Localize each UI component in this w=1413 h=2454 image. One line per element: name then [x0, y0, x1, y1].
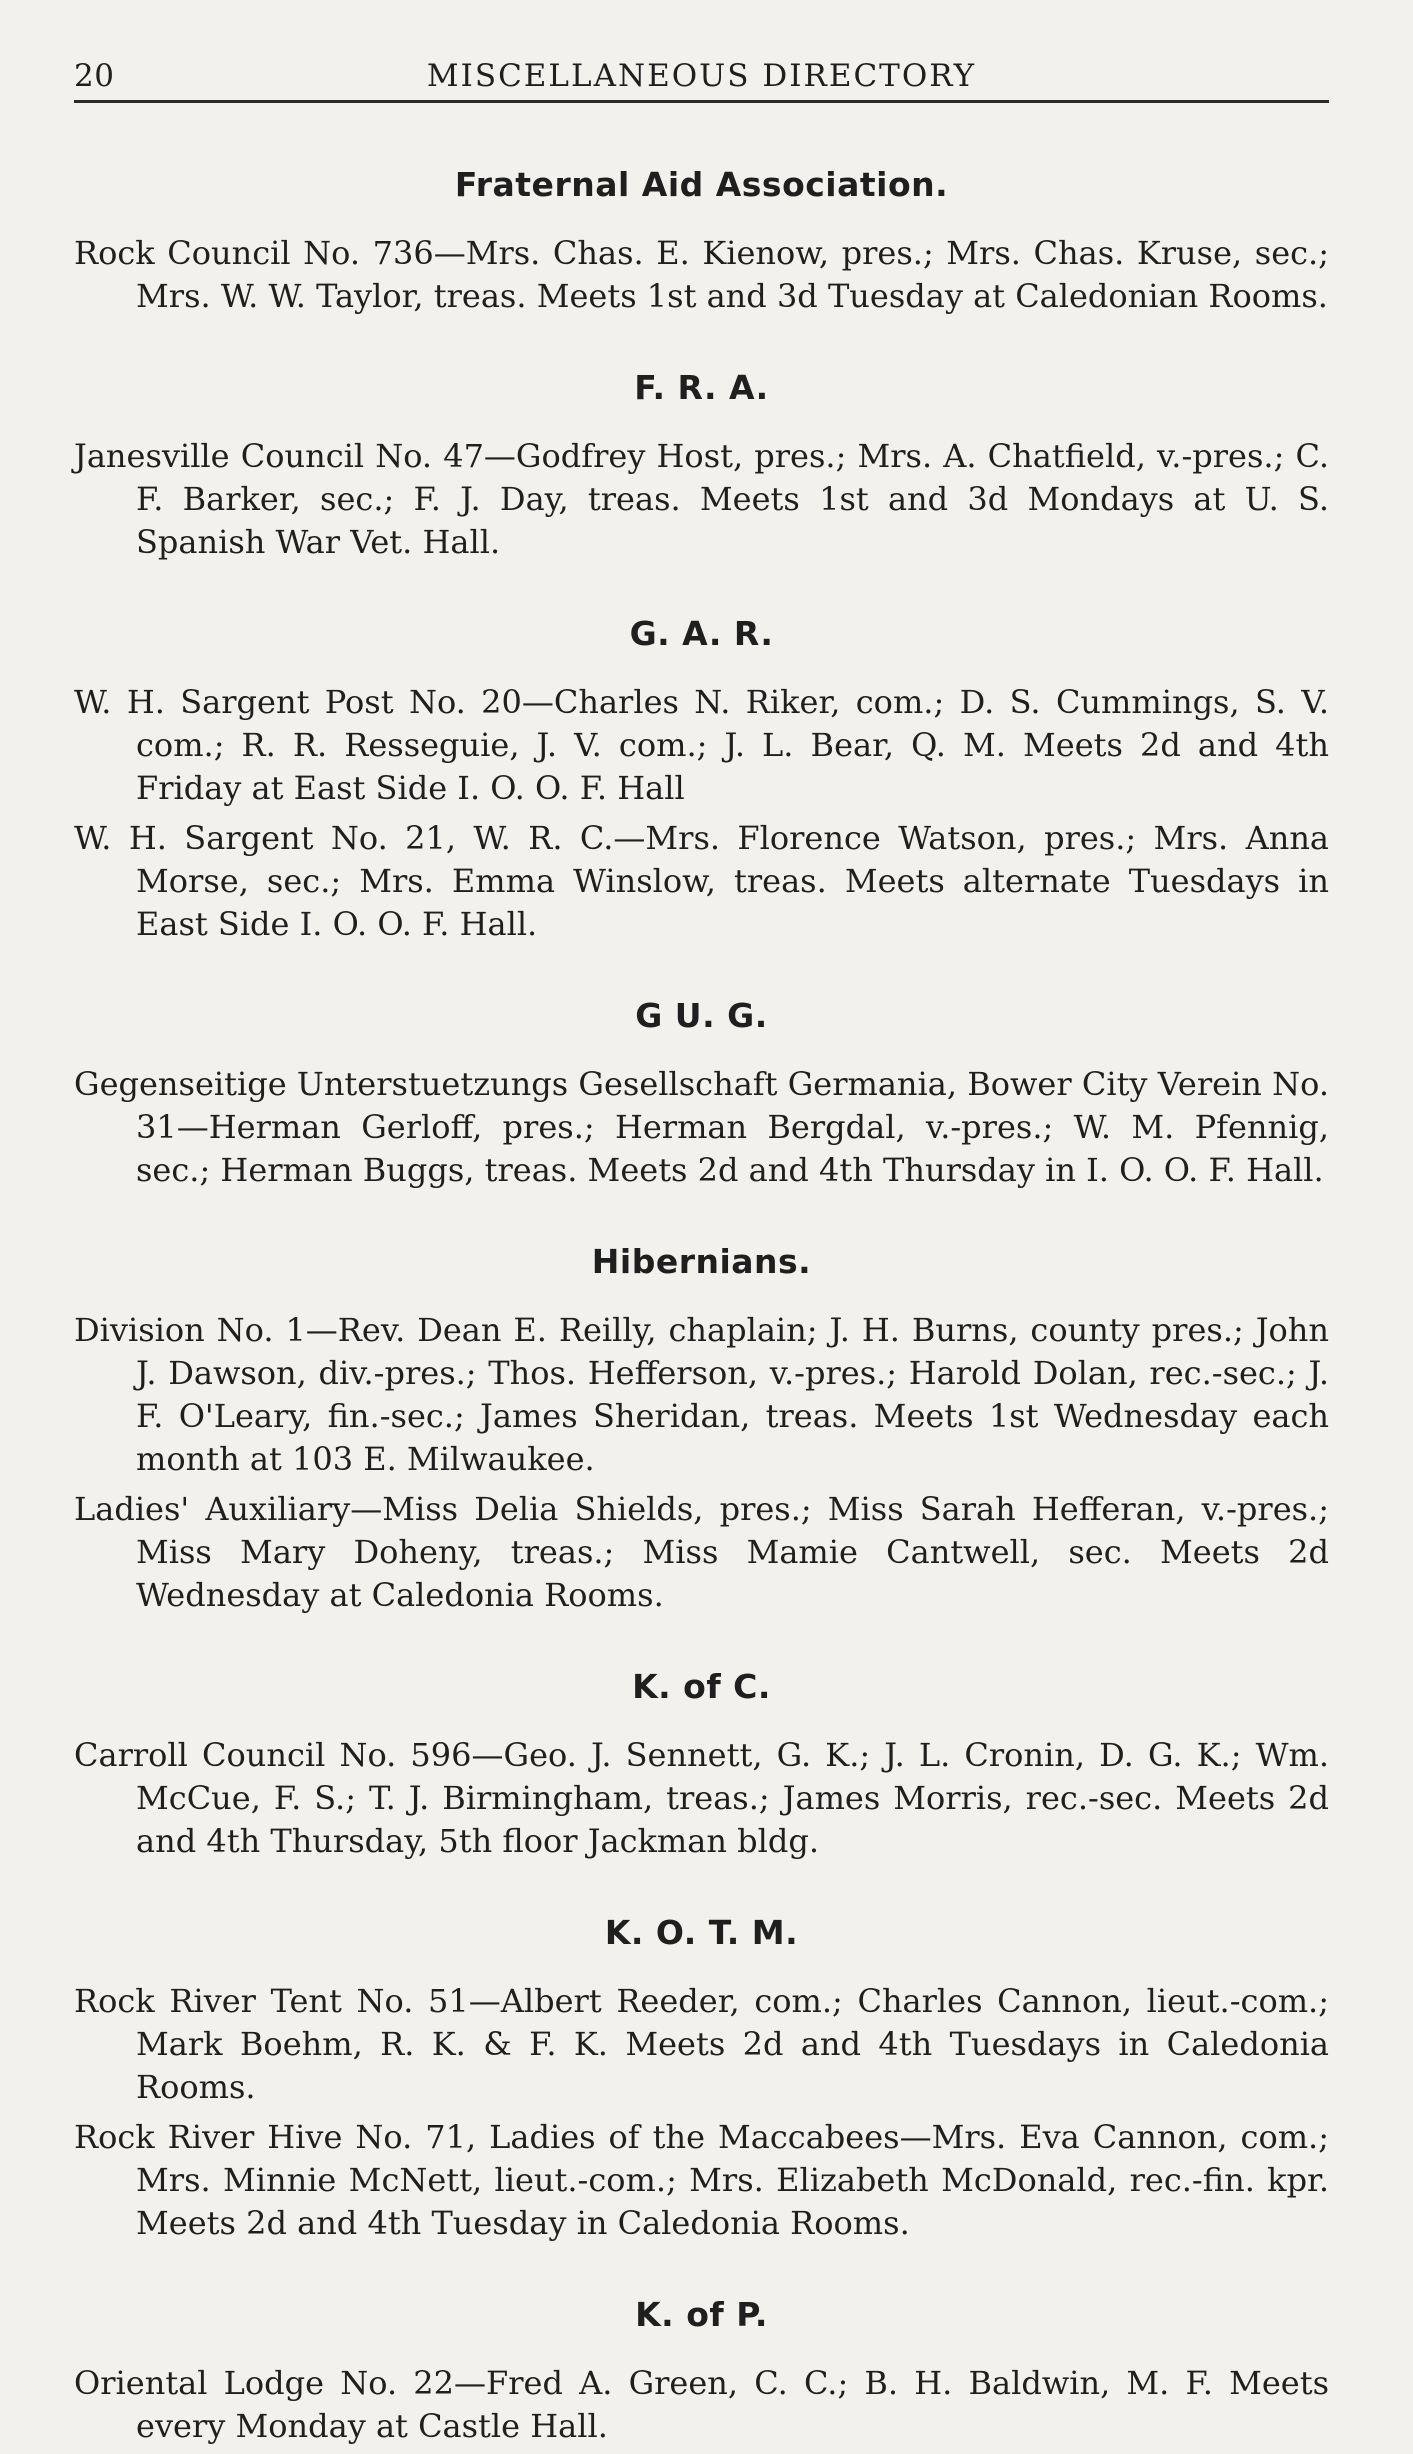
- directory-entry: Division No. 1—Rev. Dean E. Reilly, chaplain; J. H. Burns, county pres.; John J. Dawson, div.-pres.; Thos. Hefferson, v.-pres.; Harold Dolan, rec.-sec.; J. F. O'Leary, fin.-sec.; James Sheridan, treas. Meets 1st Wednesday each month at 103 E. Milwaukee.: [74, 1311, 1329, 1478]
- directory-entry: W. H. Sargent Post No. 20—Charles N. Riker, com.; D. S. Cummings, S. V. com.; R. R. Resseguie, J. V. com.; J. L. Bear, Q. M. Meets 2d and 4th Friday at East Side I. O. O. F. Hall: [74, 683, 1329, 807]
- page-number: 20: [74, 58, 115, 94]
- section-fra: [74, 368, 1329, 564]
- section-heading: Fraternal Aid Association.: [454, 165, 949, 204]
- directory-entry: Rock River Hive No. 71, Ladies of the Maccabees—Mrs. Eva Cannon, com.; Mrs. Minnie McNett, lieut.-com.; Mrs. Elizabeth McDonald, rec.-fin. kpr. Meets 2d and 4th Tuesday in Caledonia Rooms.: [74, 2118, 1329, 2242]
- section-heading: K. O. T. M.: [604, 1913, 799, 1952]
- section-k-of-c: [74, 1667, 1329, 1863]
- running-header: [74, 52, 1329, 103]
- directory-content: [74, 103, 1329, 2448]
- section-heading: K. of C.: [632, 1667, 771, 1706]
- directory-entry: Janesville Council No. 47—Godfrey Host, pres.; Mrs. A. Chatfield, v.-pres.; C. F. Barker, sec.; F. J. Day, treas. Meets 1st and 3d Mondays at U. S. Spanish War Vet. Hall.: [74, 437, 1329, 561]
- section-heading: F. R. A.: [634, 368, 769, 407]
- directory-entry: Rock Council No. 736—Mrs. Chas. E. Kienow, pres.; Mrs. Chas. Kruse, sec.; Mrs. W. W. Taylor, treas. Meets 1st and 3d Tuesday at Caledonian Rooms.: [74, 234, 1329, 315]
- section-hibernians: [74, 1242, 1329, 1617]
- directory-entry: Ladies' Auxiliary—Miss Delia Shields, pres.; Miss Sarah Hefferan, v.-pres.; Miss Mary Doheny, treas.; Miss Mamie Cantwell, sec. Meets 2d Wednesday at Caledonia Rooms.: [74, 1490, 1329, 1614]
- running-title: MISCELLANEOUS DIRECTORY: [426, 58, 977, 94]
- directory-entry: W. H. Sargent No. 21, W. R. C.—Mrs. Florence Watson, pres.; Mrs. Anna Morse, sec.; Mrs. Emma Winslow, treas. Meets alternate Tuesdays in East Side I. O. O. F. Hall.: [74, 819, 1329, 943]
- directory-entry: Carroll Council No. 596—Geo. J. Sennett, G. K.; J. L. Cronin, D. G. K.; Wm. McCue, F. S.; T. J. Birmingham, treas.; James Morris, rec.-sec. Meets 2d and 4th Thursday, 5th floor Jackman bldg.: [74, 1736, 1329, 1860]
- section-heading: G. A. R.: [629, 614, 774, 653]
- directory-entry: Oriental Lodge No. 22—Fred A. Green, C. C.; B. H. Baldwin, M. F. Meets every Monday at Castle Hall.: [74, 2364, 1329, 2445]
- directory-entry: Rock River Tent No. 51—Albert Reeder, com.; Charles Cannon, lieut.-com.; Mark Boehm, R. K. & F. K. Meets 2d and 4th Tuesdays in Caledonia Rooms.: [74, 1982, 1329, 2106]
- section-fraternal-aid-association: [74, 165, 1329, 318]
- section-heading: Hibernians.: [591, 1242, 812, 1281]
- directory-entry: Gegenseitige Unterstuetzungs Gesellschaft Germania, Bower City Verein No. 31—Herman Gerloff, pres.; Herman Bergdal, v.-pres.; W. M. Pfennig, sec.; Herman Buggs, treas. Meets 2d and 4th Thursday in I. O. O. F. Hall.: [74, 1065, 1329, 1189]
- section-gug: [74, 996, 1329, 1192]
- section-heading: K. of P.: [635, 2295, 768, 2334]
- section-k-of-p: [74, 2295, 1329, 2448]
- section-gar: [74, 614, 1329, 946]
- section-heading: G U. G.: [635, 996, 768, 1035]
- section-kotm: [74, 1913, 1329, 2245]
